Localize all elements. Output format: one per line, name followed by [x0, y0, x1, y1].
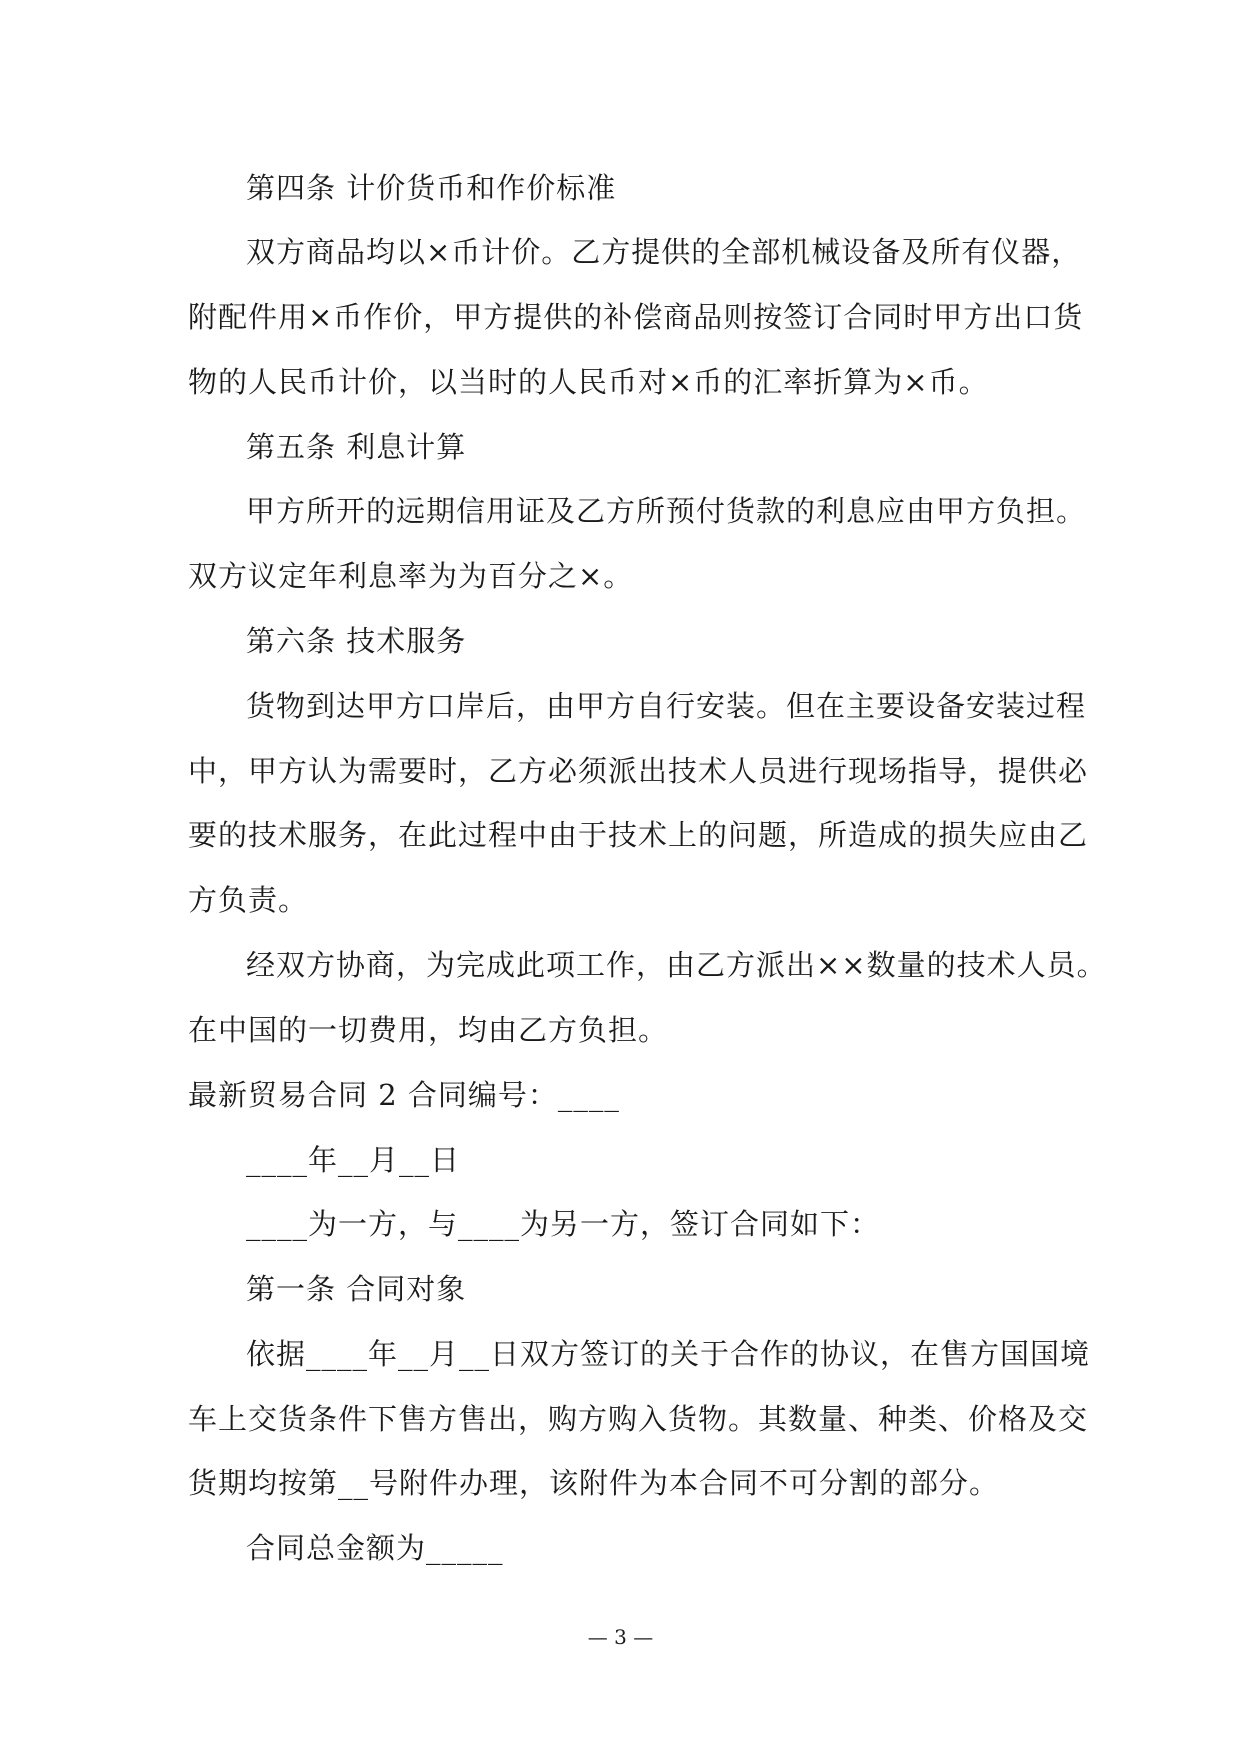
paragraph-line: 物的人民币计价，以当时的人民币对×币的汇率折算为×币。 [188, 365, 989, 399]
paragraph-line: 方负责。 [188, 883, 309, 917]
paragraph-line: 要的技术服务，在此过程中由于技术上的问题，所造成的损失应由乙 [188, 818, 1089, 852]
paragraph-line: 双方议定年利息率为为百分之×。 [188, 559, 634, 593]
article-1-heading: 第一条 合同对象 [246, 1272, 467, 1306]
article-6-heading: 第六条 技术服务 [246, 624, 467, 658]
paragraph-line: 附配件用×币作价，甲方提供的补偿商品则按签订合同时甲方出口货 [188, 300, 1084, 334]
paragraph-line: 在中国的一切费用，均由乙方负担。 [188, 1013, 669, 1047]
paragraph-line: 中，甲方认为需要时，乙方必须派出技术人员进行现场指导，提供必 [188, 754, 1089, 788]
paragraph-line: 双方商品均以×币计价。乙方提供的全部机械设备及所有仪器， [246, 235, 1082, 269]
paragraph-line: 车上交货条件下售方售出，购方购入货物。其数量、种类、价格及交 [188, 1402, 1089, 1436]
parties-line: ____为一方，与____为另一方，签订合同如下： [246, 1207, 881, 1241]
paragraph-line: 甲方所开的远期信用证及乙方所预付货款的利息应由甲方负担。 [246, 494, 1087, 528]
date-line: ____年__月__日 [246, 1143, 461, 1177]
paragraph-line: 经双方协商，为完成此项工作，由乙方派出××数量的技术人员。 [246, 948, 1107, 982]
paragraph-line: 依据____年__月__日双方签订的关于合作的协议，在售方国国境 [246, 1337, 1091, 1371]
page-number: — 3 — [587, 1625, 654, 1649]
paragraph-line: 货物到达甲方口岸后，由甲方自行安装。但在主要设备安装过程 [246, 689, 1087, 723]
contract-title-line: 最新贸易合同 2 合同编号：____ [188, 1078, 620, 1112]
article-5-heading: 第五条 利息计算 [246, 430, 467, 464]
total-amount-line: 合同总金额为_____ [246, 1531, 504, 1565]
paragraph-line: 货期均按第__号附件办理，该附件为本合同不可分割的部分。 [188, 1466, 1000, 1500]
article-4-heading: 第四条 计价货币和作价标准 [246, 171, 617, 205]
